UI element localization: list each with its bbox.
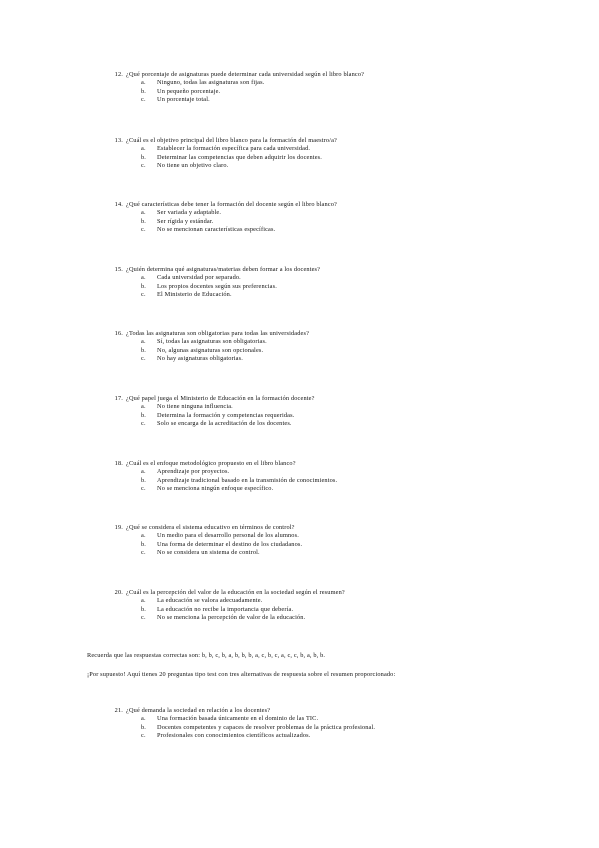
option-text: Un pequeño porcentaje. — [157, 87, 221, 95]
option-text: La educación se valora adecuadamente. — [157, 597, 263, 604]
option-b — [103, 347, 583, 356]
option-letter: c. — [141, 420, 146, 428]
question-19 — [103, 523, 583, 558]
option-c — [103, 355, 583, 364]
option-letter: c. — [141, 226, 146, 234]
option-letter: c. — [141, 485, 146, 493]
question-stem — [103, 136, 583, 145]
option-c — [103, 226, 583, 235]
question-number: 16. — [114, 330, 123, 337]
option-text: Solo se encarga de la acreditación de los docentes. — [157, 420, 292, 428]
option-letter: a. — [141, 209, 146, 216]
question-stem — [103, 459, 583, 468]
option-text: Profesionales con conocimientos científicos actualizados. — [157, 732, 311, 740]
question-number: 14. — [114, 201, 123, 208]
option-c — [103, 96, 583, 105]
question-20 — [103, 588, 583, 623]
option-letter: b. — [141, 723, 147, 731]
option-text: Aprendizaje por proyectos. — [157, 468, 230, 475]
question-text: ¿Qué características debe tener la formación del docente según el libro blanco? — [126, 201, 337, 208]
option-a — [103, 715, 583, 724]
option-letter: a. — [141, 79, 146, 86]
question-16 — [103, 329, 583, 364]
option-text: Cada universidad por separado. — [157, 274, 241, 281]
option-text: Aprendizaje tradicional basado en la transmisión de conocimientos. — [157, 476, 338, 484]
option-c — [103, 549, 583, 558]
question-number: 15. — [114, 266, 123, 273]
question-stem — [103, 588, 583, 597]
option-text: Sí, todas las asignaturas son obligatorias. — [157, 338, 267, 345]
question-13 — [103, 136, 583, 171]
option-a — [103, 209, 583, 218]
option-a — [103, 338, 583, 347]
question-number: 17. — [114, 395, 123, 402]
question-number: 18. — [114, 460, 123, 467]
option-text: Una forma de determinar el destino de los ciudadanos. — [157, 540, 303, 548]
question-15 — [103, 265, 583, 300]
question-17 — [103, 394, 583, 429]
option-b — [103, 606, 583, 615]
option-text: Ser variada y adaptable. — [157, 209, 222, 216]
option-a — [103, 79, 583, 88]
option-text: El Ministerio de Educación. — [157, 291, 232, 299]
question-stem — [103, 394, 583, 403]
option-b — [103, 724, 583, 733]
option-a — [103, 403, 583, 412]
option-a — [103, 145, 583, 154]
question-text: ¿Cuál es la percepción del valor de la educación en la sociedad según el resumen? — [126, 589, 345, 596]
option-letter: a. — [141, 338, 146, 345]
option-b — [103, 283, 583, 292]
option-letter: c. — [141, 732, 146, 740]
option-a — [103, 532, 583, 541]
question-number: 21. — [114, 707, 123, 714]
option-text: Establecer la formación específica para cada universidad. — [157, 145, 311, 152]
answer-key-note: Recuerda que las respuestas correctas son: b, b, c, b, a, b, b, b, a, c, b, c, a, c, c, b, a, b, b. — [87, 652, 326, 659]
option-letter: a. — [141, 532, 146, 539]
question-stem — [103, 706, 583, 715]
option-letter: c. — [141, 96, 146, 104]
option-text: No tiene un objetivo claro. — [157, 162, 229, 170]
question-18 — [103, 459, 583, 494]
question-number: 20. — [114, 589, 123, 596]
option-a — [103, 597, 583, 606]
option-letter: c. — [141, 291, 146, 299]
question-stem — [103, 329, 583, 338]
option-text: No se menciona la percepción de valor de la educación. — [157, 614, 306, 622]
option-letter: b. — [141, 153, 147, 161]
option-letter: c. — [141, 549, 146, 557]
option-letter: a. — [141, 468, 146, 475]
option-text: Una formación basada únicamente en el dominio de las TIC. — [157, 715, 319, 722]
option-c — [103, 732, 583, 741]
question-text: ¿Quién determina qué asignaturas/materias deben formar a los docentes? — [126, 266, 321, 273]
option-b — [103, 412, 583, 421]
option-b — [103, 477, 583, 486]
option-text: La educación no recibe la importancia que debería. — [157, 605, 294, 613]
option-letter: b. — [141, 411, 147, 419]
option-letter: c. — [141, 355, 146, 363]
option-letter: c. — [141, 614, 146, 622]
option-c — [103, 485, 583, 494]
intro-note: ¡Por supuesto! Aquí tienes 20 preguntas tipo test con tres alternativas de respuesta sobre el resumen proporcionado: — [87, 671, 396, 678]
option-text: No se menciona ningún enfoque específico. — [157, 485, 274, 493]
option-b — [103, 88, 583, 97]
option-letter: b. — [141, 540, 147, 548]
option-c — [103, 162, 583, 171]
question-stem — [103, 200, 583, 209]
option-text: No, algunas asignaturas son opcionales. — [157, 346, 264, 354]
question-text: ¿Cuál es el enfoque metodológico propuesto en el libro blanco? — [126, 460, 296, 467]
option-letter: a. — [141, 274, 146, 281]
question-12 — [103, 70, 583, 105]
question-stem — [103, 70, 583, 79]
option-text: Un porcentaje total. — [157, 96, 210, 104]
question-stem — [103, 265, 583, 274]
question-21 — [103, 706, 583, 741]
question-text: ¿Qué porcentaje de asignaturas puede determinar cada universidad según el libro blanco? — [126, 71, 365, 78]
option-text: Un medio para el desarrollo personal de los alumnos. — [157, 532, 299, 539]
option-letter: a. — [141, 145, 146, 152]
question-text: ¿Qué demanda la sociedad en relación a los docentes? — [126, 707, 271, 714]
question-number: 13. — [114, 137, 123, 144]
option-text: No tiene ninguna influencia. — [157, 403, 233, 410]
question-text: ¿Cuál es el objetivo principal del libro blanco para la formación del maestro/a? — [126, 137, 337, 144]
option-letter: c. — [141, 162, 146, 170]
option-text: No se considera un sistema de control. — [157, 549, 260, 557]
option-text: Docentes competentes y capaces de resolver problemas de la práctica profesional. — [157, 723, 376, 731]
option-b — [103, 541, 583, 550]
option-text: No hay asignaturas obligatorias. — [157, 355, 243, 363]
option-letter: b. — [141, 87, 147, 95]
option-b — [103, 218, 583, 227]
option-a — [103, 468, 583, 477]
option-c — [103, 291, 583, 300]
option-letter: b. — [141, 346, 147, 354]
question-text: ¿Todas las asignaturas son obligatorias para todas las universidades? — [126, 330, 310, 337]
option-text: Ninguno, todas las asignaturas son fijas. — [157, 79, 265, 86]
option-letter: a. — [141, 715, 146, 722]
option-letter: a. — [141, 597, 146, 604]
question-14 — [103, 200, 583, 235]
question-number: 19. — [114, 524, 123, 531]
option-letter: b. — [141, 282, 147, 290]
option-c — [103, 614, 583, 623]
option-letter: b. — [141, 476, 147, 484]
question-text: ¿Qué se considera el sistema educativo en términos de control? — [126, 524, 295, 531]
option-b — [103, 154, 583, 163]
option-c — [103, 420, 583, 429]
option-text: Ser rígida y estándar. — [157, 217, 214, 225]
option-text: Los propios docentes según sus preferencias. — [157, 282, 277, 290]
option-text: Determina la formación y competencias requeridas. — [157, 411, 295, 419]
question-stem — [103, 523, 583, 532]
option-a — [103, 274, 583, 283]
option-text: No se mencionan características específicas. — [157, 226, 276, 234]
question-text: ¿Qué papel juega el Ministerio de Educación en la formación docente? — [126, 395, 315, 402]
option-letter: b. — [141, 217, 147, 225]
option-letter: a. — [141, 403, 146, 410]
question-number: 12. — [114, 71, 123, 78]
option-text: Determinar las competencias que deben adquirir los docentes. — [157, 153, 322, 161]
option-letter: b. — [141, 605, 147, 613]
